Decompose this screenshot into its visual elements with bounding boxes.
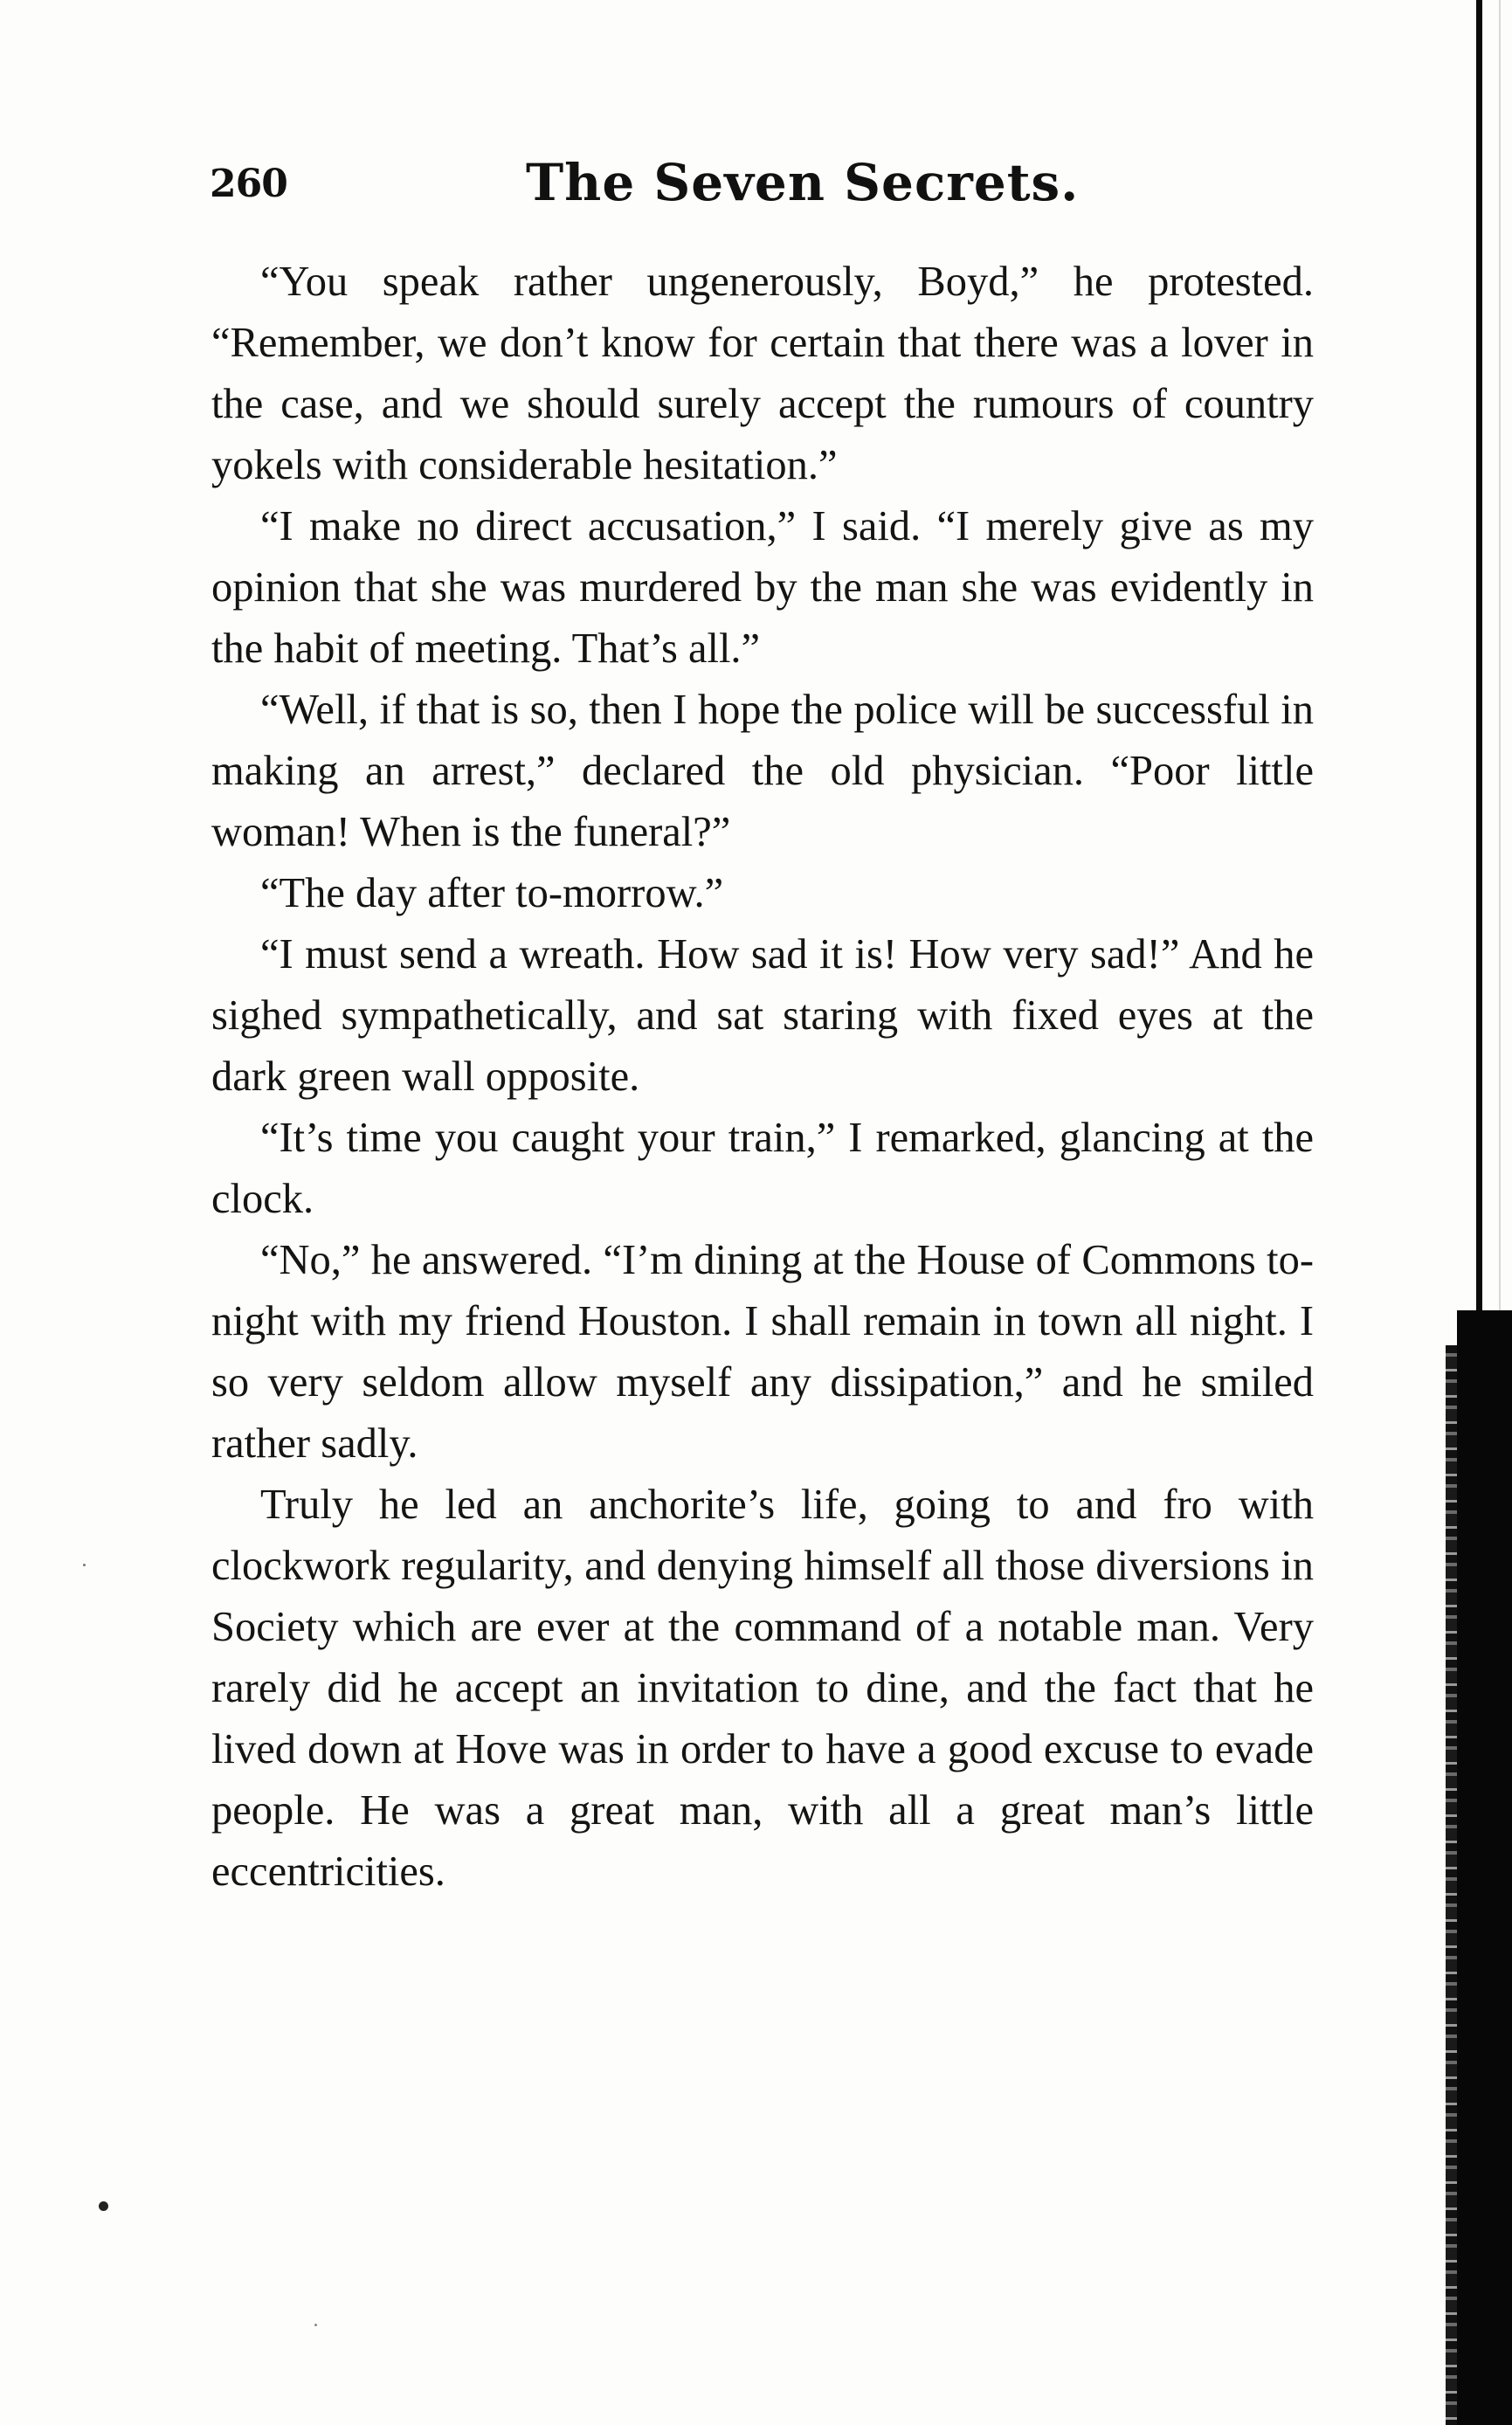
scan-speck bbox=[83, 1564, 86, 1566]
page-number: 260 bbox=[210, 162, 287, 206]
paragraph: Truly he led an anchorite’s life, going to and fro with clockwork regularity, and denying himself all those diversions in Society which are ever at the command of a notable man. Very rarely did he accept an invitation to dine, and the fact that he lived down at Hove was in order to have a good excuse to evade people. He was a great man, with all a great man’s little eccentricities. bbox=[211, 1482, 1314, 1895]
scan-speck bbox=[314, 2324, 317, 2326]
page-header bbox=[210, 153, 1319, 223]
scan-edge-dark-band bbox=[1457, 1310, 1512, 2425]
paragraph: “I must send a wreath. How sad it is! How very sad!” And he sighed sympathetically, and sat staring with fixed eyes at the dark green wall opposite. bbox=[211, 931, 1314, 1100]
paragraph: “The day after to-morrow.” bbox=[260, 870, 724, 916]
scan-speck bbox=[99, 2201, 108, 2211]
running-title: The Seven Secrets. bbox=[526, 153, 1080, 212]
body-text bbox=[211, 252, 1314, 1903]
paragraph: “Well, if that is so, then I hope the police will be successful in making an arrest,” declared the old physician. “Poor little woman! When is the funeral?” bbox=[211, 687, 1314, 855]
paragraph: “It’s time you caught your train,” I remarked, glancing at the clock. bbox=[211, 1115, 1314, 1222]
paragraph: “You speak rather ungenerously, Boyd,” he protested. “Remember, we don’t know for certain that there was a lover in the case, and we should surely accept the rumours of country yokels with considerable hesitation.” bbox=[211, 259, 1314, 488]
paragraph: “I make no direct accusation,” I said. “I merely give as my opinion that she was murdered by the man she was evidently in the habit of meeting. That’s all.” bbox=[211, 503, 1314, 672]
paragraph: “No,” he answered. “I’m dining at the House of Commons to-night with my friend Houston. I shall remain in town all night. I so very seldom allow myself any dissipation,” and he smiled rather sadly. bbox=[211, 1237, 1314, 1467]
